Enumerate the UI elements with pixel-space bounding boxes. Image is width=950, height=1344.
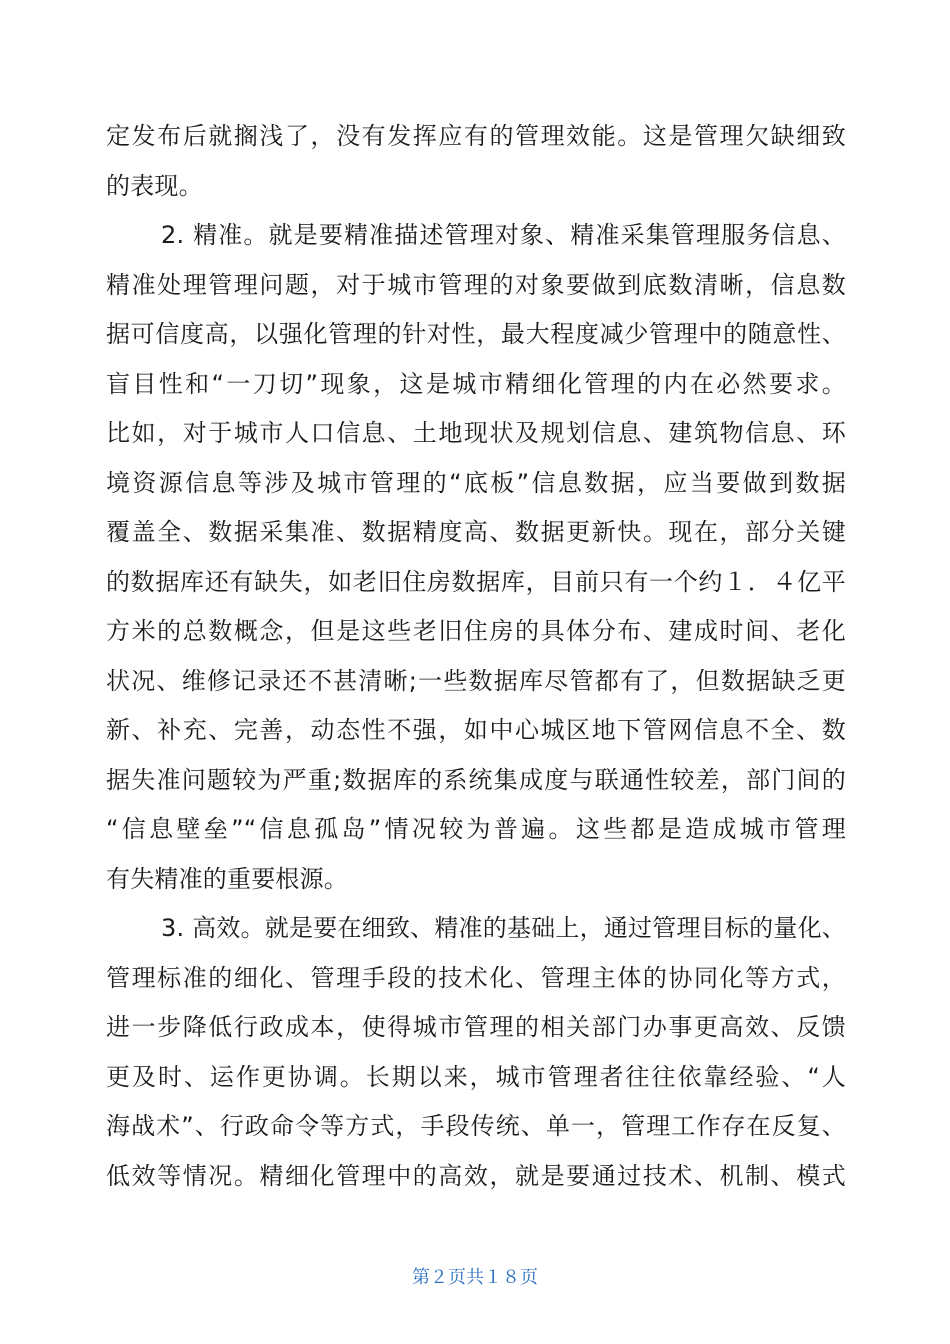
- text-line: 进一步降低行政成本，使得城市管理的相关部门办事更高效、反馈: [106, 1013, 846, 1041]
- text-line: 的表现。: [106, 171, 203, 200]
- page-number: 第２页共１８页: [412, 1267, 538, 1288]
- text-line: 低效等情况。精细化管理中的高效，就是要通过技术、机制、模式: [106, 1161, 846, 1190]
- text-line: 新、补充、完善，动态性不强，如中心城区地下管网信息不全、数: [106, 716, 846, 744]
- text-line: 的数据库还有缺失，如老旧住房数据库，目前只有一个约１．４亿平: [106, 567, 846, 596]
- text-line: 定发布后就搁浅了，没有发挥应有的管理效能。这是管理欠缺细致: [106, 122, 846, 150]
- text-line: 精准处理管理问题，对于城市管理的对象要做到底数清晰，信息数: [106, 270, 846, 299]
- text-line: 状况、维修记录还不甚清晰;一些数据库尽管都有了，但数据缺乏更: [106, 666, 846, 695]
- text-line: 海战术”、行政命令等方式，手段传统、单一，管理工作存在反复、: [106, 1112, 846, 1140]
- text-line: 2. 精准。就是要精准描述管理对象、精准采集管理服务信息、: [161, 221, 846, 249]
- text-line: 方米的总数概念，但是这些老旧住房的具体分布、建成时间、老化: [106, 617, 846, 645]
- text-line: 比如，对于城市人口信息、土地现状及规划信息、建筑物信息、环: [106, 419, 846, 447]
- text-line: 管理标准的细化、管理手段的技术化、管理主体的协同化等方式，: [106, 963, 846, 992]
- text-line: “信息壁垒”“信息孤岛”情况较为普遍。这些都是造成城市管理: [106, 815, 846, 843]
- text-line: 更及时、运作更协调。长期以来，城市管理者往往依靠经验、“人: [106, 1062, 846, 1091]
- text-line: 有失精准的重要根源。: [106, 864, 348, 893]
- text-line: 3. 高效。就是要在细致、精准的基础上，通过管理目标的量化、: [161, 914, 846, 942]
- text-line: 据失准问题较为严重;数据库的系统集成度与联通性较差，部门间的: [106, 765, 846, 794]
- text-line: 盲目性和“一刀切”现象，这是城市精细化管理的内在必然要求。: [106, 369, 846, 398]
- text-line: 境资源信息等涉及城市管理的“底板”信息数据，应当要做到数据: [106, 468, 846, 497]
- text-line: 覆盖全、数据采集准、数据精度高、数据更新快。现在，部分关键: [106, 518, 846, 546]
- text-line: 据可信度高，以强化管理的针对性，最大程度减少管理中的随意性、: [106, 320, 846, 348]
- document-body: [106, 112, 846, 1201]
